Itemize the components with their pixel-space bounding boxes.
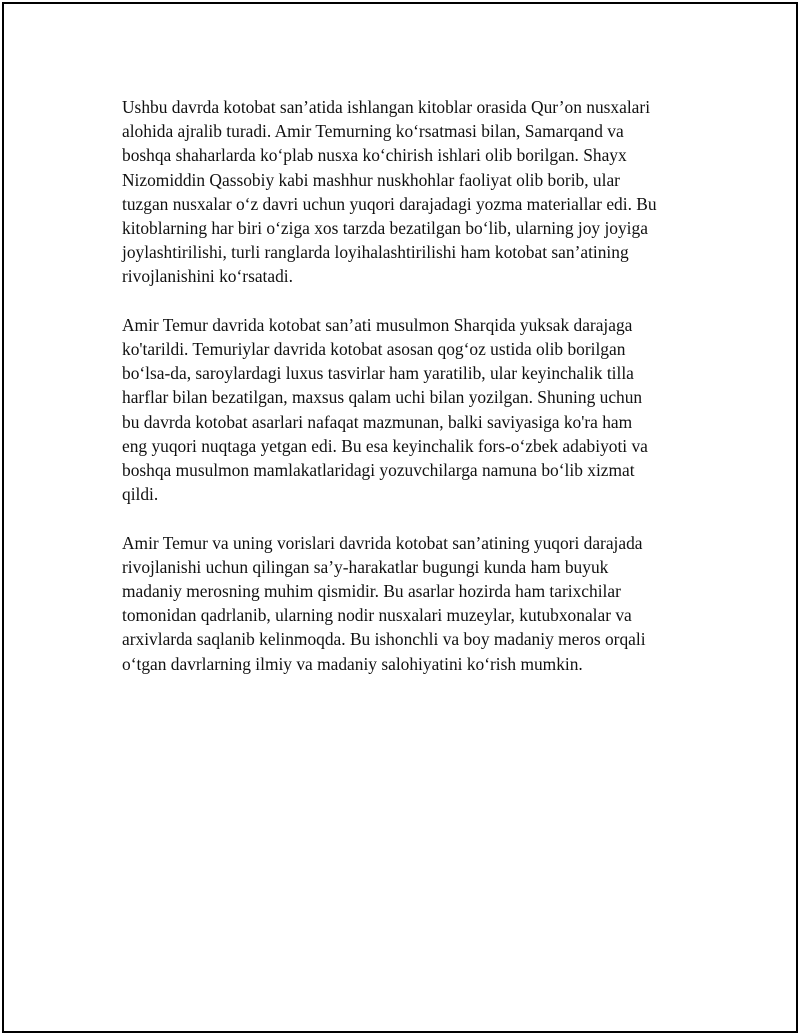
- text-line: harflar bilan bezatilgan, maxsus qalam uchi bilan yozilgan. Shuning uchun: [122, 387, 643, 408]
- text-line: Ushbu davrda kotobat san’atida ishlangan kitoblar orasida Qur’on nusxalari: [122, 97, 651, 117]
- text-line: ko'tarildi. Temuriylar davrida kotobat asosan qog‘oz ustida olib borilgan: [122, 339, 626, 360]
- text-line: bu davrda kotobat asarlari nafaqat mazmunan, balki saviyasiga ko'ra ham: [122, 411, 633, 432]
- text-line: rivojlanishini ko‘rsatadi.: [122, 266, 293, 287]
- text-line: joylashtirilishi, turli ranglarda loyihalashtirilishi ham kotobat san’atining: [122, 242, 629, 263]
- text-line: tomonidan qadrlanib, ularning nodir nusxalari muzeylar, kutubxonalar va: [122, 605, 632, 626]
- text-line: Amir Temur va uning vorislari davrida kotobat san’atining yuqori darajada: [122, 532, 643, 553]
- text-line: kitoblarning har biri o‘ziga xos tarzda bezatilgan bo‘lib, ularning joy joyiga: [122, 218, 648, 239]
- paragraph-2: [122, 313, 694, 507]
- page-frame: [2, 2, 798, 1033]
- text-line: tuzgan nusxalar o‘z davri uchun yuqori darajadagi yozma materiallar edi. Bu: [122, 193, 657, 214]
- text-line: bo‘lsa-da, saroylardagi luxus tasvirlar ham yaratilib, ular keyinchalik tilla: [122, 363, 634, 384]
- text-line: boshqa shaharlarda ko‘plab nusxa ko‘chirish ishlari olib borilgan. Shayx: [122, 145, 627, 166]
- text-line: Nizomiddin Qassobiy kabi mashhur nuskhohlar faoliyat olib borib, ular: [122, 169, 620, 190]
- text-line: qildi.: [122, 484, 159, 505]
- text-line: Amir Temur davrida kotobat san’ati musulmon Sharqida yuksak darajaga: [122, 314, 633, 335]
- document-body: [122, 95, 694, 700]
- text-line: boshqa musulmon mamlakatlaridagi yozuvchilarga namuna bo‘lib xizmat: [122, 460, 635, 481]
- text-line: alohida ajralib turadi. Amir Temurning ko‘rsatmasi bilan, Samarqand va: [122, 121, 624, 142]
- text-line: madaniy merosning muhim qismidir. Bu asarlar hozirda ham tarixchilar: [122, 581, 621, 602]
- text-line: eng yuqori nuqtaga yetgan edi. Bu esa keyinchalik fors-o‘zbek adabiyoti va: [122, 435, 648, 456]
- paragraph-1: [122, 95, 694, 289]
- paragraph-3: [122, 531, 694, 676]
- text-line: arxivlarda saqlanib kelinmoqda. Bu ishonchli va boy madaniy meros orqali: [122, 629, 646, 650]
- text-line: o‘tgan davrlarning ilmiy va madaniy salohiyatini ko‘rish mumkin.: [122, 653, 583, 674]
- text-line: rivojlanishi uchun qilingan sa’y-harakatlar bugungi kunda ham buyuk: [122, 556, 609, 577]
